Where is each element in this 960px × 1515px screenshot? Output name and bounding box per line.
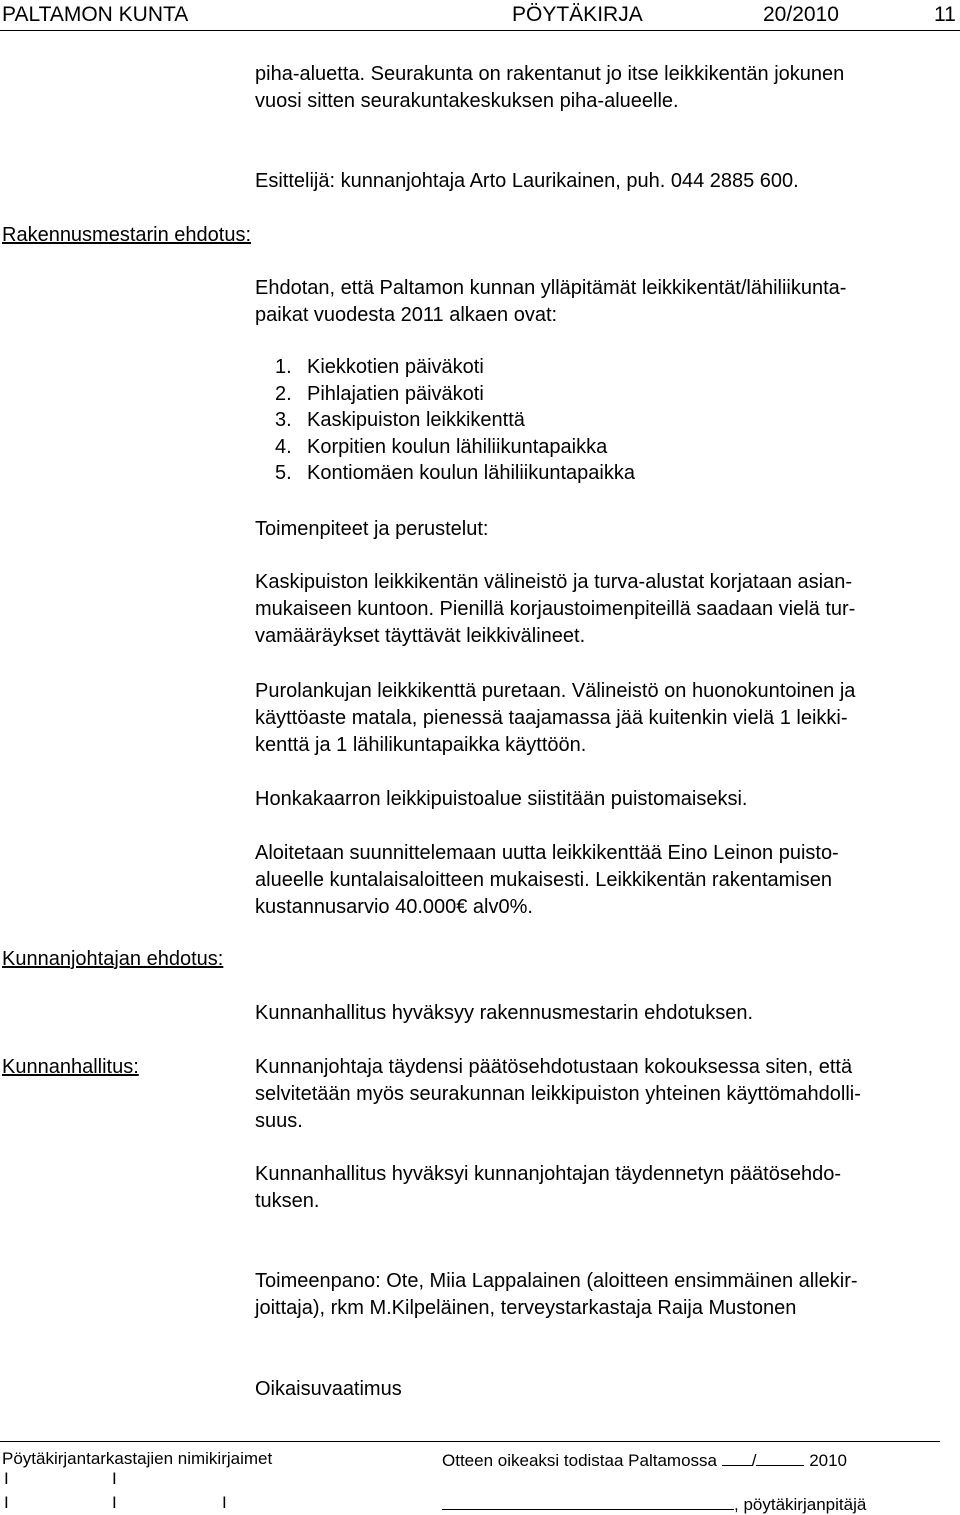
list-text: Kiekkotien päiväkoti	[307, 356, 484, 378]
list-text: Kaskipuiston leikkikenttä	[307, 409, 525, 431]
playground-list	[255, 354, 635, 487]
text-line: Ehdotan, että Paltamon kunnan ylläpitämät leikkikentät/lähiliikunta-	[255, 277, 847, 299]
measures-paragraph-3: Honkakaarron leikkipuistoalue siistitään puistomaiseksi.	[255, 788, 748, 810]
document-number: 20/2010	[763, 3, 839, 26]
list-number: 2.	[275, 382, 292, 405]
text-line: suus.	[255, 1110, 303, 1132]
presenter-line: Esittelijä: kunnanjohtaja Arto Laurikainen, puh. 044 2885 600.	[255, 170, 799, 192]
initials-bar: I	[112, 1493, 117, 1512]
text-line: Kaskipuiston leikkikentän välineistö ja turva-alustat korjataan asian-	[255, 571, 852, 593]
list-text: Pihlajatien päiväkoti	[307, 382, 484, 405]
initials-bar: I	[112, 1469, 117, 1488]
initials-bar: I	[222, 1493, 227, 1512]
text-line: mukaiseen kuntoon. Pienillä korjaustoimenpiteillä saadaan vielä tur-	[255, 598, 856, 620]
intro-paragraph	[255, 61, 955, 115]
measures-paragraph-1	[255, 569, 955, 650]
list-item	[255, 407, 635, 434]
list-item	[255, 460, 635, 487]
date-slash: /	[751, 1451, 757, 1470]
text-line: Toimeenpano: Ote, Miia Lappalainen (aloitteen ensimmäinen allekir-	[255, 1270, 858, 1292]
text-line: vamääräykset täyttävät leikkivälineet.	[255, 625, 586, 647]
text-line: alueelle kuntalaisaloitteen mukaisesti. Leikkikentän rakentamisen	[255, 869, 832, 891]
list-item	[255, 354, 635, 381]
initials-bar: I	[4, 1493, 9, 1512]
text-line: kustannusarvio 40.000€ alv0%.	[255, 896, 533, 918]
footer-rule	[0, 1441, 940, 1442]
appeal-heading: Oikaisuvaatimus	[255, 1378, 402, 1400]
text-line: tuksen.	[255, 1190, 320, 1212]
initials-label: Pöytäkirjantarkastajien nimikirjaimet	[2, 1449, 273, 1468]
kunnanhallitus-paragraph-1	[255, 1054, 955, 1135]
measures-paragraph-2	[255, 678, 955, 759]
clerk-signature-blank	[442, 1493, 734, 1510]
page-number: 11	[934, 3, 956, 26]
implementation-paragraph	[255, 1268, 955, 1322]
list-number: 3.	[275, 409, 292, 431]
list-item	[255, 381, 635, 408]
list-item	[255, 434, 635, 461]
certify-year: 2010	[809, 1451, 848, 1470]
clerk-line	[442, 1493, 866, 1515]
list-text: Kontiomäen koulun lähiliikuntapaikka	[307, 462, 635, 484]
text-line: joittaja), rkm M.Kilpeläinen, terveystarkastaja Raija Mustonen	[255, 1297, 797, 1319]
kunnanjohtaja-proposal: Kunnanhallitus hyväksyy rakennusmestarin ehdotuksen.	[255, 1002, 754, 1024]
measures-paragraph-4	[255, 840, 955, 921]
list-text: Korpitien koulun lähiliikuntapaikka	[307, 435, 608, 458]
measures-heading: Toimenpiteet ja perustelut:	[255, 518, 489, 540]
certify-label: Otteen oikeaksi todistaa Paltamossa	[442, 1451, 717, 1470]
text-line: selvitetään myös seurakunnan leikkipuiston yhteinen käyttömahdolli-	[255, 1083, 861, 1105]
list-number: 4.	[275, 435, 292, 458]
text-line: piha-aluetta. Seurakunta on rakentanut jo itse leikkikentän jokunen	[255, 63, 845, 85]
text-line: paikat vuodesta 2011 alkaen ovat:	[255, 304, 558, 326]
text-line: Kunnanjohtaja täydensi päätösehdotustaan kokouksessa siten, että	[255, 1056, 853, 1078]
month-blank	[756, 1449, 804, 1466]
certify-line	[442, 1449, 847, 1471]
day-blank	[722, 1449, 752, 1466]
text-line: käyttöaste matala, pienessä taajamassa jää kuitenkin vielä 1 leikki-	[255, 707, 848, 729]
list-number: 1.	[275, 356, 292, 378]
text-line: vuosi sitten seurakuntakeskuksen piha-alueelle.	[255, 90, 679, 112]
text-line: kenttä ja 1 lähilikuntapaikka käyttöön.	[255, 734, 587, 756]
kunnanhallitus-paragraph-2	[255, 1161, 955, 1215]
organization-name: PALTAMON KUNTA	[2, 3, 189, 26]
text-line: Kunnanhallitus hyväksyi kunnanjohtajan täydennetyn päätösehdo-	[255, 1163, 841, 1185]
page-header	[0, 0, 960, 30]
document-type: PÖYTÄKIRJA	[512, 3, 643, 26]
initials-bar: I	[4, 1469, 9, 1488]
list-number: 5.	[275, 462, 292, 484]
text-line: Purolankujan leikkikenttä puretaan. Välineistö on huonokuntoinen ja	[255, 680, 856, 702]
side-label-rakennusmestari: Rakennusmestarin ehdotus:	[2, 224, 252, 246]
proposal-paragraph	[255, 275, 955, 329]
text-line: Aloitetaan suunnittelemaan uutta leikkikenttää Eino Leinon puisto-	[255, 842, 839, 864]
clerk-label: , pöytäkirjanpitäjä	[734, 1495, 867, 1514]
side-label-kunnanhallitus: Kunnanhallitus:	[2, 1056, 139, 1078]
side-label-kunnanjohtaja: Kunnanjohtajan ehdotus:	[2, 948, 224, 970]
header-rule	[0, 30, 960, 31]
